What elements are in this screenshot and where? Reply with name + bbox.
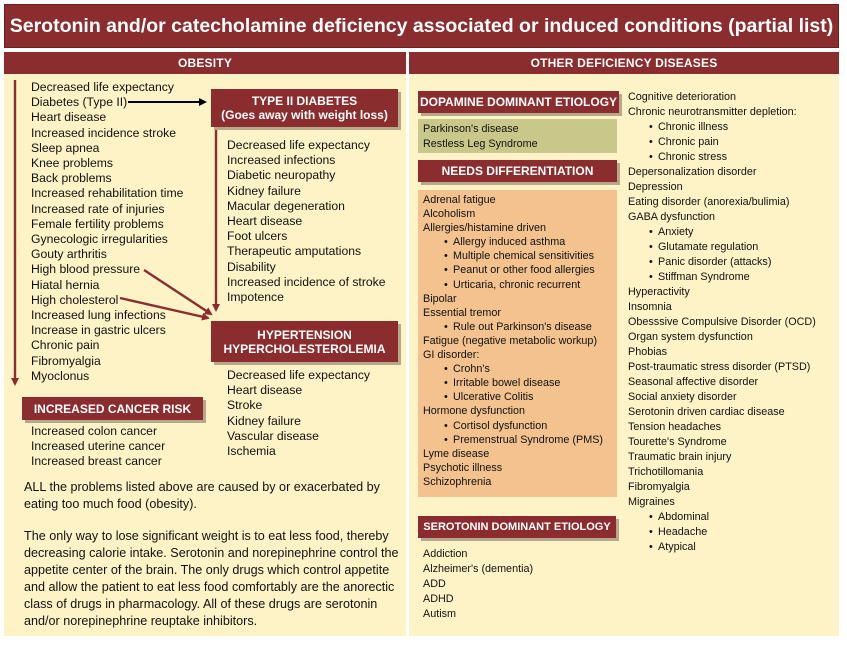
dopamine-list — [418, 119, 617, 153]
needs-list-item: • Irritable bowel disease — [423, 376, 617, 390]
other-condition-item: Traumatic brain injury — [628, 451, 732, 463]
diabetes-list-item: Increased incidence of stroke — [227, 274, 386, 289]
other-condition-item: Chronic neurotransmitter depletion: — [628, 106, 797, 118]
obesity-list-item: Hiatal hernia — [31, 277, 100, 292]
needs-list-item: • Allergy induced asthma — [423, 235, 617, 249]
other-condition-item: • Chronic stress — [628, 150, 816, 165]
obesity-list-item: Decreased life expectancy — [31, 80, 174, 94]
diabetes-list-item: Therapeutic amputations — [227, 244, 362, 259]
dopamine-box — [418, 91, 619, 113]
needs-list-item: Psychotic illness — [423, 461, 503, 474]
other-condition-item: Phobias — [628, 346, 668, 358]
other-condition-item: • Chronic illness — [628, 120, 816, 135]
cholesterol-arrow — [120, 298, 208, 318]
other-conditions-list — [628, 90, 816, 555]
obesity-list-item: Increase in gastric ulcers — [31, 323, 166, 338]
needs-list-item: • Rule out Parkinson's disease — [423, 320, 617, 334]
needs-list-item: Hormone dysfunction — [423, 405, 526, 418]
obesity-list-item: Increased incidence stroke — [31, 125, 176, 140]
serotonin-list-item: Addiction — [423, 548, 468, 560]
diabetes-list-item: Disability — [227, 259, 276, 274]
other-condition-item: • Atypical — [628, 540, 816, 555]
other-condition-item: Tension headaches — [628, 421, 722, 433]
other-condition-item: Fibromyalgia — [628, 481, 690, 493]
obesity-list-item: Increased lung infections — [31, 308, 166, 323]
other-condition-item: GABA dysfunction — [628, 211, 716, 223]
serotonin-list-item: Alzheimer's (dementia) — [423, 563, 534, 575]
serotonin-list-item: ADD — [423, 578, 446, 590]
obesity-list-item: High blood pressure — [31, 262, 141, 277]
needs-list-item: Lyme disease — [423, 447, 490, 460]
diabetes-title: TYPE II DIABETES — [251, 94, 358, 108]
diabetes-list-item: Decreased life expectancy — [227, 138, 370, 152]
serotonin-list-item: ADHD — [423, 593, 454, 605]
diabetes-subtitle: (Goes away with weight loss) — [221, 108, 388, 122]
obesity-list-item: Back problems — [31, 171, 112, 186]
obesity-heading: OBESITY — [4, 52, 406, 74]
obesity-list-item: Increased rehabilitation time — [31, 186, 184, 201]
hypertension-list-item: Decreased life expectancy — [227, 368, 370, 382]
obesity-note: ALL the problems listed above are caused by or exacerbated by eating too much food (obesity). — [24, 480, 380, 511]
obesity-list-item: Female fertility problems — [31, 216, 164, 231]
other-condition-item: Seasonal affective disorder — [628, 376, 759, 388]
hypertension-title: HYPERTENSION — [257, 327, 352, 342]
needs-list-item: • Premenstrual Syndrome (PMS) — [423, 433, 617, 447]
other-condition-item: • Abdominal — [628, 510, 816, 525]
cancer-list-item: Increased colon cancer — [31, 424, 158, 438]
hypertension-list-item: Stroke — [227, 398, 263, 413]
needs-list-item: • Multiple chemical sensitivities — [423, 249, 617, 263]
other-condition-item: • Headache — [628, 525, 816, 540]
serotonin-list — [423, 547, 533, 622]
serotonin-title: SEROTONIN DOMINANT ETIOLOGY — [423, 521, 611, 533]
obesity-list-item: Knee problems — [31, 156, 113, 171]
other-condition-item: • Stiffman Syndrome — [628, 270, 816, 285]
needs-list-item: GI disorder: — [423, 349, 480, 362]
other-condition-item: Eating disorder (anorexia/bulimia) — [628, 196, 790, 208]
other-condition-item: Depression — [628, 181, 683, 193]
needs-list-item: • Cortisol dysfunction — [423, 419, 617, 433]
other-condition-item: Tourette's Syndrome — [628, 436, 727, 448]
hypercholesterolemia-title: HYPERCHOLESTEROLEMIA — [223, 341, 386, 356]
other-condition-item: Social anxiety disorder — [628, 391, 737, 403]
other-condition-item: Post-traumatic stress disorder (PTSD) — [628, 361, 811, 373]
page-title: Serotonin and/or catecholamine deficiency associated or induced conditions (partial list) — [9, 14, 834, 37]
obesity-list-item: Heart disease — [31, 110, 107, 125]
cancer-title: INCREASED CANCER RISK — [33, 401, 192, 416]
diabetes-list-item: Macular degeneration — [227, 198, 345, 213]
obesity-list-item: Gouty arthritis — [31, 247, 107, 262]
serotonin-list-item: Autism — [423, 608, 456, 620]
needs-list-item: Allergies/histamine driven — [423, 222, 547, 235]
hypertension-list-item: Heart disease — [227, 383, 303, 398]
needs-list-item: • Urticaria, chronic recurrent — [423, 278, 617, 292]
needs-list-item: Bipolar — [423, 292, 457, 305]
needs-list-item: • Ulcerative Colitis — [423, 390, 617, 404]
other-condition-item: Depersonalization disorder — [628, 166, 757, 178]
other-condition-item: • Chronic pain — [628, 135, 816, 150]
needs-list-item: • Peanut or other food allergies — [423, 263, 617, 277]
needs-list-item: Essential tremor — [423, 306, 502, 319]
diabetes-list-item: Impotence — [227, 290, 284, 305]
obesity-list-item: Fibromyalgia — [31, 353, 101, 368]
obesity-list-item: Diabetes (Type II) — [31, 95, 128, 110]
other-condition-item: Trichotillomania — [628, 466, 704, 478]
needs-title: NEEDS DIFFERENTIATION — [441, 164, 594, 178]
other-condition-item: • Anxiety — [628, 225, 816, 240]
other-heading: OTHER DEFICIENCY DISEASES — [409, 52, 839, 74]
other-condition-item: Organ system dysfunction — [628, 331, 753, 343]
other-condition-item: • Glutamate regulation — [628, 240, 816, 255]
needs-list-item: Schizophrenia — [423, 475, 492, 488]
obesity-list-item: Chronic pain — [31, 338, 100, 353]
other-condition-item: • Panic disorder (attacks) — [628, 255, 816, 270]
needs-list-item: Fatigue (negative metabolic workup) — [423, 334, 598, 347]
needs-list — [418, 190, 617, 497]
weight-loss-note: The only way to lose significant weight is to eat less food, thereby decreasing calorie intake. Serotonin and norepinephrine control the appetite center of the brain. The only drugs which control appetite and allow the patient to eat less food comfortably are the anorectic class of drugs in pharmacology. All of these drugs are serotonin and/or norepinephrine reuptake inhibitors. — [24, 529, 399, 628]
diabetes-list-item: Kidney failure — [227, 183, 301, 198]
other-condition-item: Serotonin driven cardiac disease — [628, 406, 785, 418]
other-condition-item: Hyperactivity — [628, 286, 690, 298]
hypertension-list-item: Kidney failure — [227, 413, 301, 428]
diabetes-list-item: Increased infections — [227, 153, 336, 168]
dopamine-title: DOPAMINE DOMINANT ETIOLOGY — [419, 95, 618, 109]
obesity-list-item: High cholesterol — [31, 292, 119, 307]
other-condition-item: Migraines — [628, 496, 675, 508]
obesity-list-item: Myoclonus — [31, 368, 90, 383]
dopamine-list-item: Restless Leg Syndrome — [423, 138, 538, 150]
diabetes-list-item: Foot ulcers — [227, 229, 288, 244]
needs-list-item: • Crohn's — [423, 362, 617, 376]
dopamine-list-item: Parkinson's disease — [423, 123, 519, 135]
hypertension-list-item: Ischemia — [227, 444, 276, 459]
obesity-list-item: Increased rate of injuries — [31, 201, 165, 216]
obesity-list-item: Gynecologic irregularities — [31, 232, 168, 247]
hypertension-list-item: Vascular disease — [227, 428, 319, 443]
cancer-list-item: Increased breast cancer — [31, 454, 162, 469]
other-condition-item: Cognitive deterioration — [628, 91, 737, 103]
needs-list-item: Adrenal fatigue — [423, 194, 496, 206]
diabetes-list-item: Diabetic neuropathy — [227, 168, 336, 183]
blood-pressure-arrow — [144, 270, 211, 314]
serotonin-box — [418, 516, 616, 538]
other-condition-item: Insomnia — [628, 301, 672, 313]
needs-box — [418, 160, 617, 182]
needs-list-item: Alcoholism — [423, 208, 476, 221]
cancer-list-item: Increased uterine cancer — [31, 439, 166, 454]
obesity-list-item: Sleep apnea — [31, 140, 100, 155]
other-condition-item: Obesssive Compulsive Disorder (OCD) — [628, 316, 816, 328]
diabetes-list-item: Heart disease — [227, 214, 303, 229]
